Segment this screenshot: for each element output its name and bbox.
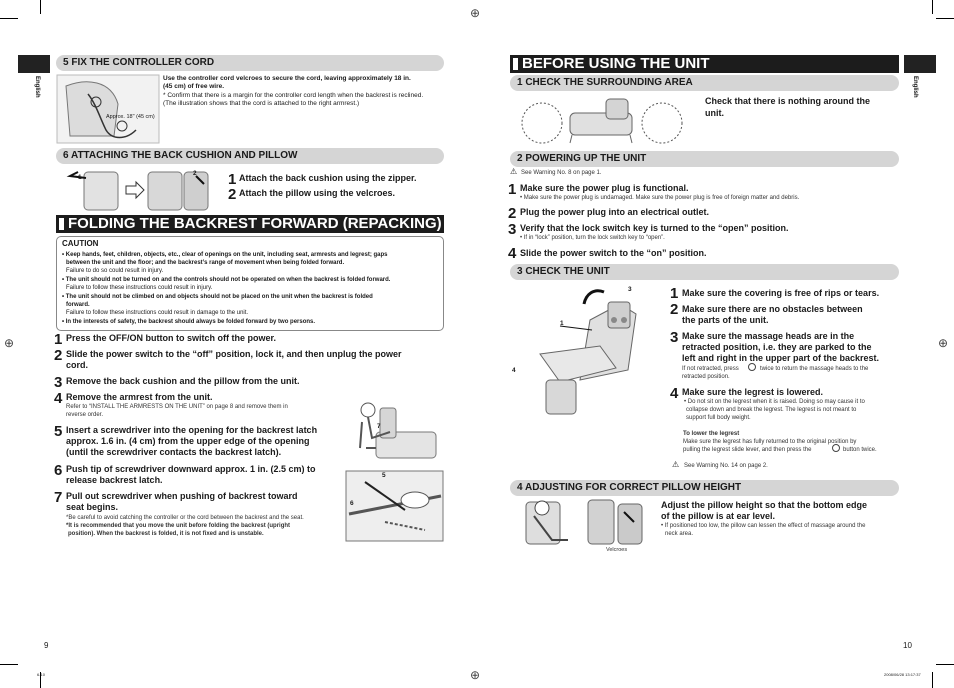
body-text: Use the controller cord velcroes to secure the cord, leaving approximately 18 in. (163, 75, 411, 82)
step-number: 3 (508, 221, 517, 238)
caution-title: CAUTION (62, 239, 99, 248)
step-text: Verify that the lock switch key is turned to the “open” position. (520, 223, 789, 233)
crop-mark (936, 18, 954, 19)
step-text: Remove the back cushion and the pillow from the unit. (66, 376, 300, 386)
step-number: 6 (54, 462, 63, 479)
cord-length-label: Approx. 18" (45 cm) (106, 114, 155, 120)
surrounding-area-illustration (512, 93, 687, 149)
registration-mark-icon: ⊕ (470, 668, 481, 682)
crop-mark (932, 0, 933, 14)
step-note: twice to return the massage heads to the (760, 366, 869, 372)
step-text: Plug the power plug into an electrical outlet. (520, 207, 710, 217)
step-note: *Be careful to avoid catching the controller or the cord between the backrest and the seat. (66, 515, 304, 521)
crop-mark (0, 664, 18, 665)
step-note: If not retracted, press (682, 366, 739, 372)
registration-mark-icon: ⊕ (4, 336, 15, 350)
step-note: support full body weight. (686, 415, 751, 421)
footer-code: 6-10 (37, 672, 46, 677)
caution-text: forward. (66, 302, 90, 308)
step-text: Press the OFF/ON button to switch off the power. (66, 333, 277, 343)
step-text: Make sure the legrest is lowered. (682, 387, 824, 397)
step-text: Pull out screwdriver when pushing of backrest toward (66, 491, 298, 501)
body-text: (45 cm) of free wire. (163, 83, 225, 90)
velcroes-label: Velcroes (606, 547, 628, 553)
body-text: pulling the legrest slide lever, and then press the (683, 447, 812, 453)
power-button-icon (832, 444, 840, 452)
caution-text: • The unit should not be turned on and the controls should not be operated on when the backrest is folded forward. (62, 277, 391, 283)
step-number: 4 (54, 390, 63, 407)
figure-number: 3 (628, 286, 632, 293)
step-text: Make sure the massage heads are in the (682, 331, 855, 341)
warning-text: See Warning No. 8 on page 1. (521, 170, 602, 176)
crop-mark (936, 664, 954, 665)
figure-number: 2 (193, 170, 197, 177)
caution-text: Failure to follow these instructions could result in damage to the unit. (66, 310, 249, 316)
section-title: 3 CHECK THE UNIT (510, 264, 899, 280)
caution-text: between the unit and the floor; and the backrest’s range of movement when being folded forward. (66, 260, 345, 266)
figure-number: 6 (350, 500, 354, 507)
language-tab (904, 55, 936, 73)
body-text: (The illustration shows that the cord is attached to the right armrest.) (163, 100, 360, 107)
step-text: Make sure the covering is free of rips or tears. (682, 288, 880, 298)
crop-mark (40, 0, 41, 14)
step-note: reverse order. (66, 412, 104, 418)
screwdriver-insertion-illustration (346, 392, 444, 468)
step-number: 7 (54, 489, 63, 506)
step-number: 2 (228, 186, 237, 203)
step-number: 4 (508, 245, 517, 262)
section-title: 2 POWERING UP THE UNIT (510, 151, 899, 167)
step-text: Push tip of screwdriver downward approx. 1 in. (2.5 cm) to (66, 464, 316, 474)
step-note: collapse down and break the legrest. The legrest is not meant to (686, 407, 857, 413)
step-text: Make sure there are no obstacles between (682, 304, 863, 314)
section-title: 5 FIX THE CONTROLLER CORD (56, 55, 444, 71)
step-number: 5 (54, 423, 63, 440)
caution-text: Failure to do so could result in injury. (66, 268, 164, 274)
registration-mark-icon: ⊕ (938, 336, 949, 350)
step-text: Insert a screwdriver into the opening for the backrest latch (66, 425, 318, 435)
step-number: 3 (54, 374, 63, 391)
warning-icon: ⚠ (510, 167, 518, 176)
step-number: 4 (670, 385, 679, 402)
step-number: 1 (670, 285, 679, 302)
page-title: BEFORE USING THE UNIT (510, 55, 899, 73)
section-title: 4 ADJUSTING FOR CORRECT PILLOW HEIGHT (510, 480, 899, 496)
step-text: Attach the back cushion using the zipper. (239, 173, 417, 183)
warning-icon: ⚠ (672, 460, 680, 469)
caution-text: • The unit should not be climbed on and objects should not be placed on the unit when the backrest is folded (62, 294, 373, 300)
controller-cord-illustration (56, 74, 160, 144)
step-note: position). When the backrest is folded, it is not fixed and is unstable. (68, 531, 264, 537)
figure-number: 4 (512, 367, 516, 374)
footer-timestamp: 2008/06/28 13:17:37 (884, 672, 921, 677)
step-text: Slide the power switch to the “on” position. (520, 248, 707, 258)
caution-text: Failure to follow these instructions could result in injury. (66, 285, 213, 291)
step-note: • If in “lock” position, turn the lock switch key to “open”. (520, 235, 665, 241)
page-number: 10 (903, 641, 912, 650)
page-number: 9 (44, 641, 49, 650)
step-text: Slide the power switch to the “off” position, lock it, and then unplug the power (66, 349, 402, 359)
figure-number: 5 (382, 472, 386, 479)
step-number: 2 (670, 301, 679, 318)
step-note: Refer to “INSTALL THE ARMRESTS ON THE UNIT” on page 8 and remove them in (66, 404, 288, 410)
step-text: Remove the armrest from the unit. (66, 392, 213, 402)
warning-text: See Warning No. 14 on page 2. (684, 463, 768, 469)
backrest-latch-illustration (345, 470, 444, 542)
language-label: English (912, 76, 918, 98)
figure-number: 7 (377, 423, 381, 430)
crop-mark (0, 18, 18, 19)
sub-heading: To lower the legrest (683, 431, 740, 437)
body-text: button twice. (843, 447, 877, 453)
section-title: 6 ATTACHING THE BACK CUSHION AND PILLOW (56, 148, 444, 164)
step-text: Attach the pillow using the velcroes. (239, 188, 396, 198)
body-text: Check that there is nothing around the (705, 96, 871, 106)
step-text: Make sure the power plug is functional. (520, 183, 689, 193)
step-number: 1 (508, 181, 517, 198)
step-text: cord. (66, 360, 89, 370)
massage-chair-illustration (520, 284, 658, 420)
body-text: * Confirm that there is a margin for the controller cord length when the backrest is reclined. (163, 92, 424, 99)
page-title: FOLDING THE BACKREST FORWARD (REPACKING) (56, 215, 444, 233)
step-text: seat begins. (66, 502, 119, 512)
body-text: unit. (705, 108, 724, 118)
step-number: 1 (228, 171, 237, 188)
body-text: Make sure the legrest has fully returned to the original position by (683, 439, 857, 445)
step-text: the parts of the unit. (682, 315, 769, 325)
step-number: 3 (670, 329, 679, 346)
step-note: • Make sure the power plug is undamaged. Make sure the power plug is free of foreign matter and debris. (520, 195, 800, 201)
step-note: • If positioned too low, the pillow can lessen the effect of massage around the (661, 523, 866, 529)
step-text: (until the screwdriver contacts the backrest latch). (66, 447, 282, 457)
step-text: approx. 1.6 in. (4 cm) from the upper edge of the opening (66, 436, 310, 446)
step-note: *It is recommended that you move the unit before folding the backrest (upright (66, 523, 291, 529)
figure-number: 1 (78, 174, 82, 181)
power-button-icon (748, 363, 756, 371)
language-tab (18, 55, 50, 73)
step-text: of the pillow is at ear level. (661, 511, 776, 521)
step-note: • Do not sit on the legrest when it is raised. Doing so may cause it to (684, 399, 865, 405)
step-note: neck area. (665, 531, 694, 537)
step-note: retracted position. (682, 374, 730, 380)
caution-text: • In the interests of safety, the backrest should always be folded forward by two persons. (62, 319, 316, 325)
caution-text: • Keep hands, feet, children, objects, etc., clear of openings on the unit, including seat, armrests and legrest; gaps (62, 252, 388, 258)
section-title: 1 CHECK THE SURROUNDING AREA (510, 75, 899, 91)
step-number: 2 (508, 205, 517, 222)
step-number: 1 (54, 331, 63, 348)
step-text: release backrest latch. (66, 475, 163, 485)
crop-mark (932, 672, 933, 688)
registration-mark-icon: ⊕ (470, 6, 481, 20)
step-text: left and right in the upper part of the backrest. (682, 353, 880, 363)
language-label: English (34, 76, 40, 98)
step-text: retracted position, i.e. they are parked to the (682, 342, 872, 352)
pillow-height-illustration (512, 496, 657, 548)
step-number: 2 (54, 347, 63, 364)
figure-number: 1 (560, 320, 564, 327)
step-text: Adjust the pillow height so that the bottom edge (661, 500, 867, 510)
